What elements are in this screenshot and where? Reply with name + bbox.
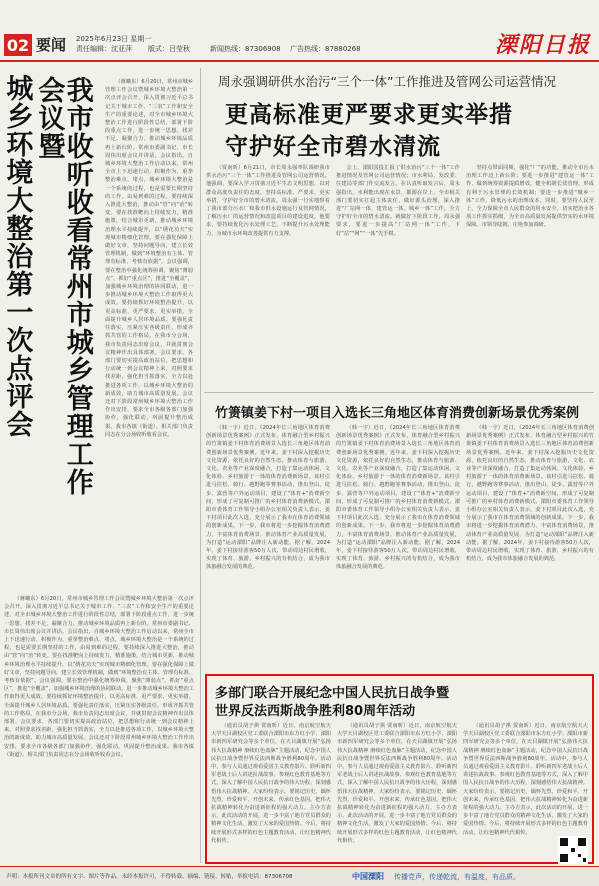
story-divider: [204, 392, 594, 393]
middle-story-col1: （韩一宇）近日，《2024年长三角地区体育消费创新场景优秀案例》正式发布，体育融合型乡村振兴的竹箦镇姜下村体育消费场景入选长三角地区体育消费创新场景优秀案例。近年来，姜下村深入挖掘历史文化资源，依托良好的自然生态，推动体育与旅游、文化、农业等产业深度融合，打造了集运动休闲、文化体验、乡村旅游于一体的体育消费新场景。该村引进马拉松、骑行、越野跑等赛事活动，推出登山、徒步、露营等户外运动项目，建设了“体育+”消费新空间，形成了可复制可推广的乡村体育消费新模式。溧阳市委体育工作领导小组办公室相关负责人表示，姜下村项目此次入选，充分展示了我市在体育消费领域的创新成果。下一步，我市将进一步挖掘体育消费潜力，丰富体育消费场景，推动体育产业高质量发展，为打造“运动溧阳”品牌注入新动能。据了解，2024年，姜下村接待游客50万人次，带动周边村民增收，实现了体育、旅游、乡村振兴的有机结合，成为我市体旅融合发展的典范。: [206, 425, 330, 571]
layout-editor-credit: 版式：吕莹秋: [148, 45, 190, 53]
masthead-rule: [0, 60, 599, 62]
newspaper-logo: 溧阳日报: [494, 32, 591, 58]
section-title: 要闻: [36, 36, 67, 54]
left-headline-1: 城乡环境大整治第一次点评会: [1, 74, 33, 438]
top-story-subtitle: 周永强调研供水治污“三个一体”工作推进及管网公司运营情况: [218, 74, 556, 89]
footer-bar: [0, 866, 599, 886]
top-story-col3: 坚持点带面同频，强化“厂”的功能，推动全市污水治理工作迈上新台阶；要进一步推进“建管运一体”工作，做到统筹资源提质增效，健全机制长效管理，形成有利于污水管理的长效机制；要进一步推进“城乡一体”工作，降低污水的治理成本。同时，要坚持人民至上，全力保障全市人民群众的用水安全，切实把治水各项工作抓实抓细，为全市高质量发展提供坚实的水环境保障。市领导陆朝、庄艳参加调研。: [466, 165, 594, 229]
boxed-story-col2: （通讯员胡子祺 贾南昕）近日，南京航空航天大学天目湖校区党工委联合溧阳市东方红小学、溧阳市新四军研究会等多个单位，在天目湖镇开展“弘扬伟大抗战精神 赓续红色血脉”主题活动，纪念中国人民抗日战争暨世界反法西斯战争胜利80周年。活动中，参与人员通过观看爱国主义教育影片、聆听新四军老战士后人讲述抗战故事、参观红色教育基地等方式，深入了解中国人民抗日战争的伟大历程，深刻感悟伟大抗战精神。大家纷纷表示，要铭记历史、缅怀先烈、珍爱和平、开创未来，传承红色基因，把伟大抗战精神转化为奋进新征程的强大动力。主办方表示，此次活动的开展，进一步丰富了地方党员群众的精神文化生活，激发了大家的爱国热情。今后，将持续开展形式多样的红色主题教育活动，让红色精神代代相传。: [337, 723, 457, 844]
footer-notice: 声明：本报所刊文章的所有文字、图片等作品，未经本报许可，不得转载、摘编、链接、转贴，举报电话：87306708: [6, 874, 293, 880]
boxed-headline-line2: 世界反法西斯战争胜利80周年活动: [215, 704, 416, 719]
left-story-body-continued: （蒋曦东）6月20日，常州市城乡管理工作会议暨城乡环境大整治第一次点评会召开，深入贯彻习近平总书记关于城市工作、“三农”工作和安全生产的重要论述，对全市城乡环境大整治工作进行阶段性总结，部署下阶段重点工作，进一步统一思想、找差不足、凝聚合力，推动城乡环境品质再上新台阶。常州市委副书记、市长周伟出席会议并讲话。会议指出，自城乡环境大整治工作启动以来，常州全市上下迅速行动、积极作为，重拳整治难点、堵点，城乡环境大整治是一个系统的过程，也是需要长期坚持的工作，由易到难的过程，要持续深入推进大整治，推动由“管”向“治”转变。要在找准靶向上持续发力，精准施策，结合城市更新，推动城乡环境治理水平持续提升，以“绣花功夫”实现城市精细化管理。要在强化保障上做好文章，坚持问题导向，建立长效管理机制，做到“环境整治有主体、管理有标准、考核有依据”。会议强调，要在整治中强化统筹协调，聚焦“薄弱点”，抓好“重点区”，推进“全覆盖”，加强城乡环境治理的协同联动，进一步推动城乡环境大整治工作取得更大成效。要持续抓好环境整治提升，以更高标准、更严要求、更实举措，全面提升城乡人居环境品质。要强化责任落实，压紧压实各级责任，形成齐抓共管的工作格局。在我市分会场，我市负责同志出席会议，并就贯彻会议精神作出具体部署。会议要求，各部门要切实提高政治站位，把思想和行动统一到会议精神上来，对照要求找差距，强化担当抓落实，全力以赴推进各项工作，以城乡环境大整治的新成效，助力城市高质量发展。会议还对下阶段常州城乡环境大整治工作作出安排，要求全市各级各部门加强协作，强化联动，巩固提升整治成果。我市各镇（街道）、相关部门负责同志在分会场收听收看会议。: [4, 596, 194, 758]
qr-code-icon: [558, 836, 588, 864]
top-story-col1: （贾南昕）6月21日，市长周永强率队调研我市供水治污“三个一体”工作推进及管网公司运营情况。他强调，要深入学习贯彻习近平生态文明思想，以对群众高度负责任的态度，坚持高标准、严要求，更实举措，守护好全市的碧水清流。周永强一行实地察看了我市部分污水厂和我市供水设施运行及管网情况，了解污水厂的运营情况和改造项目的建设进度。他要求，要持续优化污水处理工艺，不断提升污水处理能力，为城市水环境改善提供有力支撑。: [206, 165, 330, 237]
page-number-badge: 02: [4, 34, 32, 56]
boxed-story-col1: （通讯员胡子祺 贾南昕）近日，南京航空航天大学天目湖校区党工委联合溧阳市东方红小学、溧阳市新四军研究会等多个单位，在天目湖镇开展“弘扬伟大抗战精神 赓续红色血脉”主题活动，纪念中国人民抗日战争暨世界反法西斯战争胜利80周年。活动中，参与人员通过观看爱国主义教育影片、聆听新四军老战士后人讲述抗战故事、参观红色教育基地等方式，深入了解中国人民抗日战争的伟大历程，深刻感悟伟大抗战精神。大家纷纷表示，要铭记历史、缅怀先烈、珍爱和平、开创未来，传承红色基因，把伟大抗战精神转化为奋进新征程的强大动力。主办方表示，此次活动的开展，进一步丰富了地方党员群众的精神文化生活，激发了大家的爱国热情。今后，将持续开展形式多样的红色主题教育活动，让红色精神代代相传。: [211, 723, 331, 844]
top-story-headline-line1: 更高标准更严要求更实举措: [225, 102, 513, 128]
left-story-body: （蒋曦东）6月20日，常州市城乡管理工作会议暨城乡环境大整治第一次点评会召开，深入贯彻习近平总书记关于城市工作、“三农”工作和安全生产的重要论述，对全市城乡环境大整治工作进行阶段性总结，部署下阶段重点工作，进一步统一思想、找差不足、凝聚合力，推动城乡环境品质再上新台阶。常州市委副书记、市长周伟出席会议并讲话。会议指出，自城乡环境大整治工作启动以来，常州全市上下迅速行动、积极作为，重拳整治难点、堵点，城乡环境大整治是一个系统的过程，也是需要长期坚持的工作，由易到难的过程，要持续深入推进大整治，推动由“管”向“治”转变。要在找准靶向上持续发力，精准施策，结合城市更新，推动城乡环境治理水平持续提升，以“绣花功夫”实现城市精细化管理。要在强化保障上做好文章，坚持问题导向，建立长效管理机制，做到“环境整治有主体、管理有标准、考核有依据”。会议强调，要在整治中强化统筹协调，聚焦“薄弱点”，抓好“重点区”，推进“全覆盖”，加强城乡环境治理的协同联动，进一步推动城乡环境大整治工作取得更大成效。要持续抓好环境整治提升，以更高标准、更严要求、更实举措，全面提升城乡人居环境品质。要强化责任落实，压紧压实各级责任，形成齐抓共管的工作格局。在我市分会场，我市负责同志出席会议，并就贯彻会议精神作出具体部署。会议要求，各部门要切实提高政治站位，把思想和行动统一到会议精神上来，对照要求找差距，强化担当抓落实，全力以赴推进各项工作，以城乡环境大整治的新成效，助力城市高质量发展。会议还对下阶段常州城乡环境大整治工作作出安排，要求全市各级各部门加强协作，强化联动，巩固提升整治成果。我市各镇（街道）、相关部门负责同志在分会场收听收看会议。: [105, 79, 193, 438]
top-story-headline-line2: 守护好全市碧水清流: [225, 134, 441, 160]
left-headline-2: 我市收听收看常州市城乡管理工作会议暨: [33, 76, 93, 496]
middle-story-col2: （韩一宇）近日，《2024年长三角地区体育消费创新场景优秀案例》正式发布，体育融合型乡村振兴的竹箦镇姜下村体育消费场景入选长三角地区体育消费创新场景优秀案例。近年来，姜下村深入挖掘历史文化资源，依托良好的自然生态，推动体育与旅游、文化、农业等产业深度融合，打造了集运动休闲、文化体验、乡村旅游于一体的体育消费新场景。该村引进马拉松、骑行、越野跑等赛事活动，推出登山、徒步、露营等户外运动项目，建设了“体育+”消费新空间，形成了可复制可推广的乡村体育消费新模式。溧阳市委体育工作领导小组办公室相关负责人表示，姜下村项目此次入选，充分展示了我市在体育消费领域的创新成果。下一步，我市将进一步挖掘体育消费潜力，丰富体育消费场景，推动体育产业高质量发展，为打造“运动溧阳”品牌注入新动能。据了解，2024年，姜下村接待游客50万人次，带动周边村民增收，实现了体育、旅游、乡村振兴的有机结合，成为我市体旅融合发展的典范。: [336, 425, 460, 571]
news-hotline: 新闻热线：87306908: [210, 45, 281, 53]
boxed-story-col3: （通讯员胡子祺 贾南昕）近日，南京航空航天大学天目湖校区党工委联合溧阳市东方红小学、溧阳市新四军研究会等多个单位，在天目湖镇开展“弘扬伟大抗战精神 赓续红色血脉”主题活动，纪念中国人民抗日战争暨世界反法西斯战争胜利80周年。活动中，参与人员通过观看爱国主义教育影片、聆听新四军老战士后人讲述抗战故事、参观红色教育基地等方式，深入了解中国人民抗日战争的伟大历程，深刻感悟伟大抗战精神。大家纷纷表示，要铭记历史、缅怀先烈、珍爱和平、开创未来，传承红色基因，把伟大抗战精神转化为奋进新征程的强大动力。主办方表示，此次活动的开展，进一步丰富了地方党员群众的精神文化生活，激发了大家的爱国热情。今后，将持续开展形式多样的红色主题教育活动，让红色精神代代相传。: [463, 723, 588, 836]
top-story-col2: 会上，溧阳国投汇报了供水治污“三个一体”工作推进情况及管网公司运营情况；市水利局、发改委、住建局等部门作交流发言。在认真听取发言后，周永强指出，水利能出现在水景、都源在岸上，全市相关部门要切实扛起主体责任，做好源头治理，深入推进“厂站网一体、建管运一体、城乡一体”工作，全力守护好全市的碧水清流。就做好下阶段工作，周永强要求，要进一步提高“厂站网一体”工作，下好“站”“网”“一体”先手棋。: [336, 165, 460, 237]
middle-story-col3: （韩一宇）近日，《2024年长三角地区体育消费创新场景优秀案例》正式发布，体育融合型乡村振兴的竹箦镇姜下村体育消费场景入选长三角地区体育消费创新场景优秀案例。近年来，姜下村深入挖掘历史文化资源，依托良好的自然生态，推动体育与旅游、文化、农业等产业深度融合，打造了集运动休闲、文化体验、乡村旅游于一体的体育消费新场景。该村引进马拉松、骑行、越野跑等赛事活动，推出登山、徒步、露营等户外运动项目，建设了“体育+”消费新空间，形成了可复制可推广的乡村体育消费新模式。溧阳市委体育工作领导小组办公室相关负责人表示，姜下村项目此次入选，充分展示了我市在体育消费领域的创新成果。下一步，我市将进一步挖掘体育消费潜力，丰富体育消费场景，推动体育产业高质量发展，为打造“运动溧阳”品牌注入新动能。据了解，2024年，姜下村接待游客50万人次，带动周边村民增收，实现了体育、旅游、乡村振兴的有机结合，成为我市体旅融合发展的典范。: [466, 425, 594, 563]
footer-slogan: 传播党声，传递乾流，有温度，有品质。: [394, 873, 520, 881]
footer-brand: 中国溧阳: [352, 872, 384, 881]
column-divider: [200, 68, 201, 863]
ad-hotline: 广告热线：87880268: [290, 45, 361, 53]
middle-story-headline: 竹箦镇姜下村一项目入选长三角地区体育消费创新场景优秀案例: [215, 406, 580, 421]
highlighted-story-box: [205, 674, 594, 864]
editor-credit: 责任编辑：沈亚萍: [76, 45, 132, 53]
boxed-headline-line1: 多部门联合开展纪念中国人民抗日战争暨: [215, 686, 450, 701]
issue-date: 2025年6月23日 星期一: [76, 35, 152, 43]
